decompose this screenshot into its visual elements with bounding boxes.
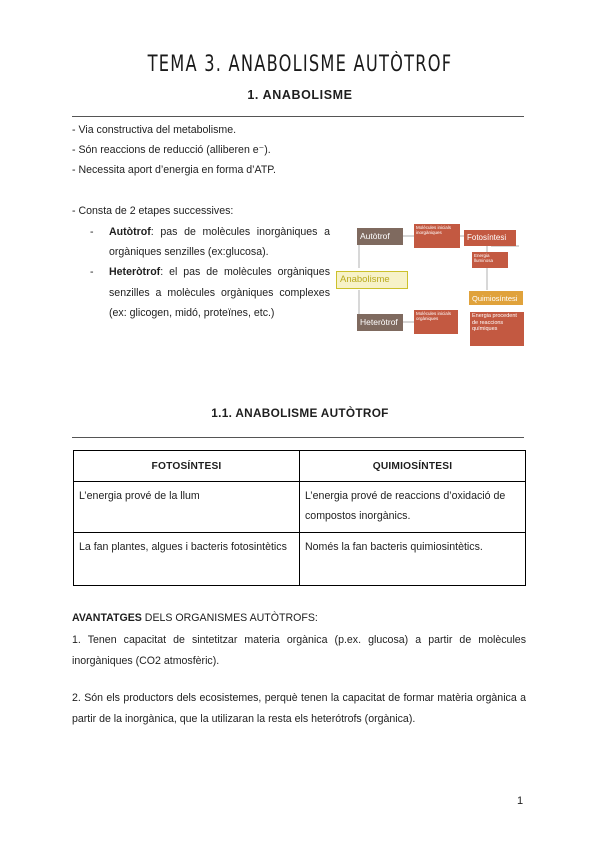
table-cell: Només la fan bacteris quimiosintètics.: [300, 533, 526, 586]
diagram-fotosintesi-energy: Energia lluminosa: [472, 252, 508, 268]
heading-divider: [72, 437, 524, 438]
diagram-quimiosintesi-box: Quimiosíntesi: [468, 290, 524, 306]
section-heading-anabolisme: 1. ANABOLISME: [247, 88, 353, 102]
stages-list: [90, 222, 330, 323]
term-autotrof: Autòtrof: [109, 226, 151, 238]
comparison-table: [73, 450, 526, 586]
stages-intro: - Consta de 2 etapes successives:: [72, 205, 234, 217]
table-cell: La fan plantes, algues i bacteris fotosintètics: [74, 533, 300, 586]
diagram-root-box: Anabolisme: [336, 271, 408, 289]
diagram-autotrof-desc: Molècules inicials inorgàniques: [414, 224, 460, 248]
anabolism-diagram: [334, 218, 530, 356]
diagram-quimiosintesi-energy: Energia procedent de reaccions químiques: [470, 312, 524, 346]
section-heading-anabolisme-autotrof: 1.1. ANABOLISME AUTÒTROF: [211, 406, 389, 420]
stage-item-heterotrof: - Heteròtrof: el pas de molècules orgàniques senzilles a molècules orgàniques complexes (ex: glicogen, midó, proteïnes, etc.): [90, 266, 330, 319]
table-cell: L’energia prové de la llum: [74, 482, 300, 533]
table-header-row: [74, 451, 526, 482]
bullet-line: - Són reaccions de reducció (alliberen e⁻).: [72, 144, 271, 156]
stage-item-autotrof: - Autòtrof: pas de molècules inorgàniques a orgàniques senzilles (ex:glucosa).: [90, 226, 330, 259]
advantage-paragraph-2: 2. Són els productors dels ecosistemes, perquè tenen la capacitat de formar matèria orgànica a partir de la inorgànica, que la utilizaran la resta els heterótrofs (orgànica).: [72, 692, 526, 725]
diagram-heterotrof-box: Heteròtrof: [357, 314, 403, 331]
table-header-cell: FOTOSÍNTESI: [74, 451, 300, 482]
diagram-heterotrof-desc: Molècules inicials orgàniques: [414, 310, 458, 334]
advantage-paragraph-1: 1. Tenen capacitat de sintetitzar materia orgànica (p.ex. glucosa) a partir de molècules inorgàniques (CO2 atmosfèric).: [72, 634, 526, 667]
table-row: [74, 533, 526, 586]
page-number: 1: [517, 795, 524, 807]
advantages-title: AVANTATGES DELS ORGANISMES AUTÒTROFS:: [72, 612, 318, 624]
diagram-fotosintesi-box: Fotosíntesi: [464, 230, 516, 246]
diagram-autotrof-box: Autòtrof: [357, 228, 403, 245]
table-cell: L’energia prové de reaccions d’oxidació de compostos inorgànics.: [300, 482, 526, 533]
table-header-cell: QUIMIOSÍNTESI: [300, 451, 526, 482]
page-title: TEMA 3. ANABOLISME AUTÒTROF: [147, 52, 453, 77]
table-row: [74, 482, 526, 533]
heading-divider: [72, 116, 524, 117]
bullet-line: - Via constructiva del metabolisme.: [72, 124, 237, 136]
term-heterotrof: Heteròtrof: [109, 266, 161, 279]
bullet-line: - Necessita aport d’energia en forma d’ATP.: [72, 164, 276, 176]
